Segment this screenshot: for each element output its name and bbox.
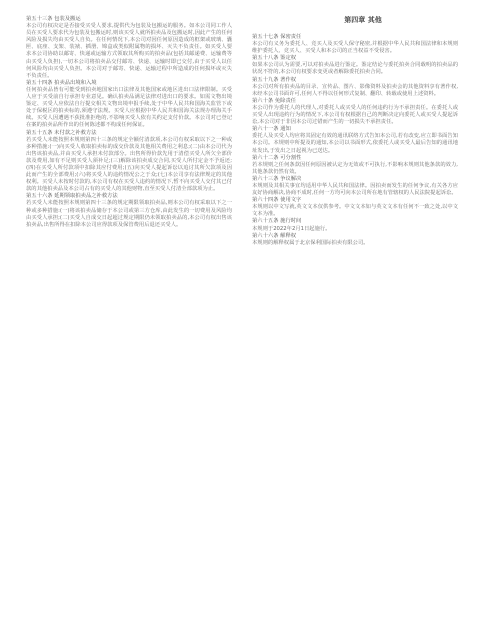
section-title: 第五十五条 未付款之补救方法 bbox=[26, 129, 97, 136]
left-column bbox=[26, 16, 232, 247]
section-paragraph: 若买受人未能按照本规则第四十三条的规定全额付清款项,本公司有权采取以下之一种或多种措施:(一)向买受人收取拍卖标的成交价款及其他相关费用之利息;(二)由本公司代为出售该拍卖品,并由买受人承担未付款部分。出售所得价款先用于清偿买受人所欠全部价款及费用,如有不足则买受人须补足;(三)解除该拍卖成交合同,买受人所付定金不予返还;(四)在买受人所付款项中扣除其应付费用;(五)向买受人提起诉讼以追讨其所欠款项及因此而产生的全部费用;(六)将买受人的违约情况公之于众;(七)本公司享有法律规定的其他权利。买受人未按时付款的,本公司有权在买受人违约的情况下,暂不向买受人交付其已付款的其他拍卖品及本公司占有的买受人的其他财物,直至买受人付清全部款项为止。 bbox=[26, 136, 232, 193]
section-paragraph: 本规则的解释权属于北京保利国际拍卖有限公司。 bbox=[252, 239, 369, 246]
section-paragraph: 本规则以中文写就,英文文本仅供参考。中文文本如与英文文本有任何不一致之处,以中文文本为准。 bbox=[252, 204, 458, 218]
section-title: 第六十二条 可分割性 bbox=[252, 154, 302, 161]
section-paragraph: 本规则及其相关事宜均适用中华人民共和国法律。因拍卖而发生的任何争议,有关各方应友好协商解决,协商不成时,任何一方均可向本公司所在地有管辖权的人民法院提起诉讼。 bbox=[252, 182, 458, 197]
section-title: 第六十条 免除责任 bbox=[252, 97, 297, 104]
section-title: 第六十一条 通知 bbox=[252, 126, 291, 133]
section-paragraph: 本公司对所有拍卖品的目录、宣传品、图片、影像资料及拍卖会的其他资料享有著作权,未经本公司书面许可,任何人不得以任何形式复制、翻印、转载或使用上述资料。 bbox=[252, 83, 458, 97]
section-paragraph: 本规则于2022年2月1日起施行。 bbox=[252, 225, 331, 232]
section-title: 第五十六条 延期领取拍卖品之补救方法 bbox=[26, 193, 118, 200]
section-paragraph: 任何拍卖品皆有可能受到拍卖地国家出口法律及其他国家或地区进出口法律限制。买受人应于买受前自行承担专业意见。确认拍卖品满足法律对进出口的要求。如需文物出境鉴定、买受人应依法自行提交相关文物出境申报手续,处于中华人民共和国海关监管下或处于保税区的拍卖标的,须遵守法规。买受人应根据中华人民共和国海关法规办理海关手续。买受人因遭遇不获批准拒绝的,不影响买受人依有关约定支付价款。本公司对已登记在案的拍卖品所作出的任何陈述都不构成任何保证。 bbox=[26, 86, 232, 129]
section-title: 第六十五条 施行时间 bbox=[252, 218, 302, 225]
section-title: 第六十六条 解释权 bbox=[252, 232, 297, 239]
section-paragraph: 委托人及买受人均应将其固定有效的通讯联络方式告知本公司,若有改变,应立即书面告知本公司。本规则中所提及的通知,本公司以书面形式,依委托人或买受人最后告知的通讯地址发出,于发出之日起视为已送达。 bbox=[252, 133, 458, 154]
section-paragraph: 本公司有权决定是否接受买受人要求,提供代为包装及包搬运的服务。如本公司同工作人员在买受人要求代为包装及包搬运时,则该买受人就所拍卖品及包搬运时,因此产生的任何风险及损失均由买受人自负。在任何情况下,本公司对因任何原因造成的框架或玻璃、囊匣、底座、支架、装裱、插册、锦盒或类似附属物的损坏、灭失不负责任。如买受人要求本公司协助以邮寄、快递或运输方式领取其所购买的拍卖品(包括其邮递费、运输费等由买受人负担),一切本公司将拍卖品交付邮寄、快递、运输时即已交付,由于买受人以任何风险均由买受人负担。本公司对于邮寄、快递、运输过程中所造成的任何损坏或灭失不负责任。 bbox=[26, 23, 232, 79]
section-title: 第五十三条 包装及搬运 bbox=[26, 16, 81, 22]
section-title: 第五十七条 保密责任 bbox=[252, 34, 302, 40]
section-paragraph: 本公司作为委托人的代理人,对委托人或买受人的任何违约行为不承担责任。在委托人或买受人出现违约行为的情况下,本公司有权根据自己的判断决定向委托人或买受人提起诉讼,本公司对于非因本公司过错而产生的一切损失不承担责任。 bbox=[252, 104, 458, 126]
section-paragraph: 本公司有义务为委托人、竞买人及买受人保守秘密,并根据中华人民共和国法律和本规则维护委托人、竞买人、买受人和本公司的正当权益不受侵害。 bbox=[252, 41, 458, 55]
right-column bbox=[252, 16, 458, 247]
section-paragraph: 如果本公司认为需要,可以对拍卖品进行鉴定。鉴定结论与委托拍卖合同载明的拍卖品的状况不符的,本公司有权要求变更或者解除委托拍卖合同。 bbox=[252, 62, 458, 76]
chapter-title: 第四章 其他 bbox=[344, 16, 382, 24]
section-title: 第五十九条 著作权 bbox=[252, 76, 297, 83]
section-title: 第六十三条 争议解决 bbox=[252, 175, 302, 182]
section-title: 第五十四条 拍卖品出境和入境 bbox=[26, 79, 97, 86]
section-paragraph: 若本规则之任何条款因任何原因被认定为无效或不可执行,不影响本规则其他条款的效力,其他条款仍然有效。 bbox=[252, 161, 458, 175]
section-paragraph: 若买受人未能按照本规则第四十三条的规定期限领取拍卖品,则本公司有权采取以下之一种或多种措施:(一)将该拍卖品储存于本公司或第三方仓库,由此发生的一切费用及风险均由买受人承担;(二)买受人自成交日起超过规定期限仍未领取拍卖品的,本公司有权出售该拍卖品,出售所得在扣除本公司应得款项及保管费用后退还买受人。 bbox=[26, 200, 232, 228]
section-title: 第六十四条 使用文字 bbox=[252, 197, 302, 204]
section-title: 第五十八条 鉴定权 bbox=[252, 55, 297, 62]
